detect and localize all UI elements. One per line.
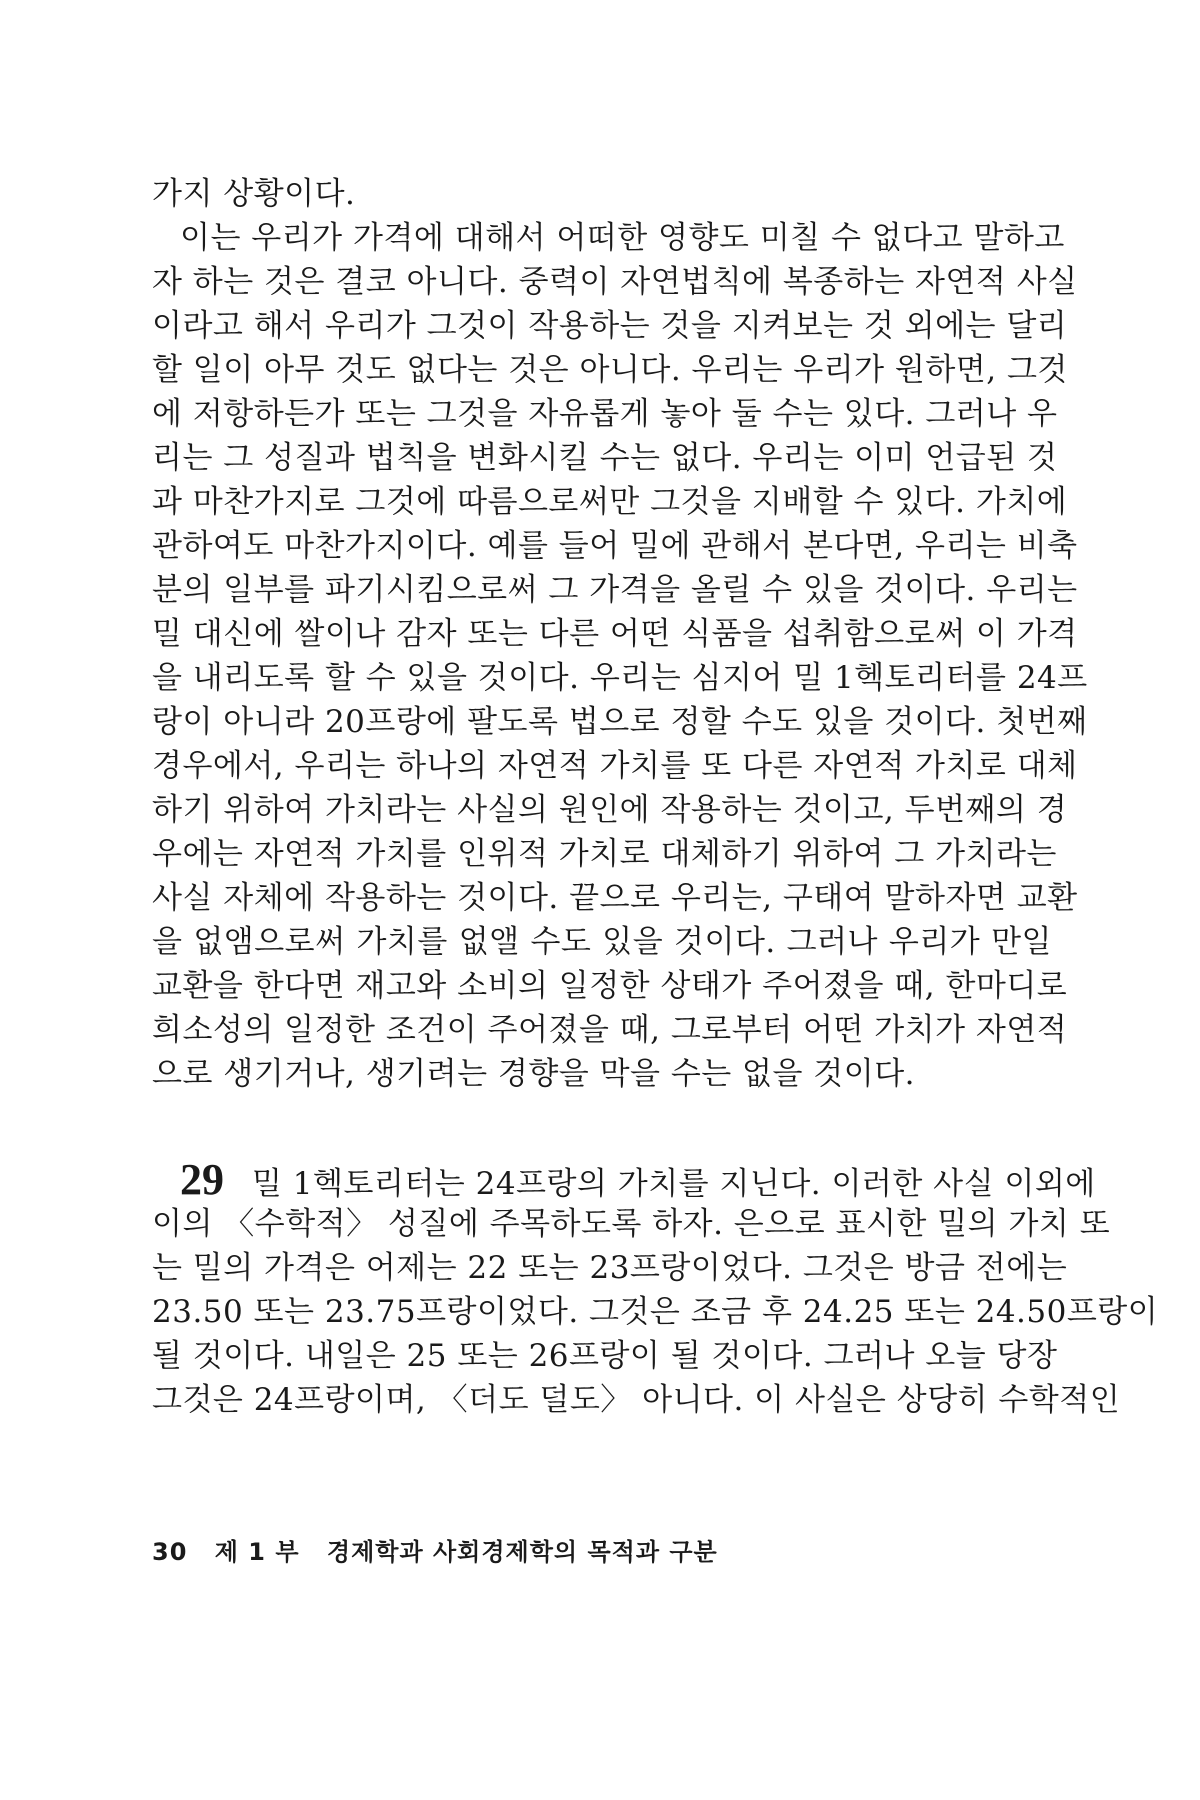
text-line: 는 밀의 가격은 어제는 22 또는 23프랑이었다. 그것은 방금 전에는 (152, 1250, 1068, 1286)
text-line: 과 마찬가지로 그것에 따름으로써만 그것을 지배할 수 있다. 가치에 (152, 484, 1068, 520)
text-line: 교환을 한다면 재고와 소비의 일정한 상태가 주어졌을 때, 한마디로 (152, 968, 1068, 1004)
text-line: 에 저항하든가 또는 그것을 자유롭게 놓아 둘 수는 있다. 그러나 우 (152, 396, 1058, 432)
chapter-title: 경제학과 사회경제학의 목적과 구분 (326, 1538, 718, 1566)
text-line: 가지 상황이다. (152, 176, 356, 212)
text-line: 밀 대신에 쌀이나 감자 또는 다른 어떤 식품을 섭취함으로써 이 가격 (152, 616, 1078, 652)
text-line: 우에는 자연적 가치를 인위적 가치로 대체하기 위하여 그 가치라는 (152, 836, 1057, 872)
text-line: 이는 우리가 가격에 대해서 어떠한 영향도 미칠 수 없다고 말하고 (180, 220, 1065, 256)
text-line: 될 것이다. 내일은 25 또는 26프랑이 될 것이다. 그러나 오늘 당장 (152, 1338, 1058, 1374)
text-line: 리는 그 성질과 법칙을 변화시킬 수는 없다. 우리는 이미 언급된 것 (152, 440, 1058, 476)
text-line: 을 내리도록 할 수 있을 것이다. 우리는 심지어 밀 1헥토리터를 24프 (152, 660, 1088, 696)
section-29 (152, 1155, 1159, 1422)
text-line: 밀 1헥토리터는 24프랑의 가치를 지닌다. 이러한 사실 이외에 (252, 1166, 1096, 1202)
page-body (152, 172, 1159, 1422)
page-footer (152, 1532, 718, 1567)
text-line: 으로 생기거나, 생기려는 경향을 막을 수는 없을 것이다. (152, 1056, 915, 1092)
text-line: 이라고 해서 우리가 그것이 작용하는 것을 지켜보는 것 외에는 달리 (152, 308, 1068, 344)
text-line: 랑이 아니라 20프랑에 팔도록 법으로 정할 수도 있을 것이다. 첫번째 (152, 704, 1088, 740)
part-label: 제 1 부 (214, 1538, 300, 1566)
text-line: 할 일이 아무 것도 없다는 것은 아니다. 우리는 우리가 원하면, 그것 (152, 352, 1068, 388)
text-line: 이의 〈수학적〉 성질에 주목하도록 하자. 은으로 표시한 밀의 가치 또 (152, 1206, 1111, 1242)
text-line: 희소성의 일정한 조건이 주어졌을 때, 그로부터 어떤 가치가 자연적 (152, 1012, 1068, 1048)
paragraph-1 (152, 172, 1088, 1096)
section-gap (152, 1096, 1052, 1158)
text-line: 을 없앰으로써 가치를 없앨 수도 있을 것이다. 그러나 우리가 만일 (152, 924, 1052, 960)
section-first-line (152, 1155, 1096, 1204)
text-line: 분의 일부를 파기시킴으로써 그 가격을 올릴 수 있을 것이다. 우리는 (152, 572, 1078, 608)
text-line: 23.50 또는 23.75프랑이었다. 그것은 조금 후 24.25 또는 24.50프랑이 (152, 1294, 1159, 1330)
page-number: 30 (152, 1538, 188, 1566)
text-line: 자 하는 것은 결코 아니다. 중력이 자연법칙에 복종하는 자연적 사실 (152, 264, 1078, 300)
text-line: 관하여도 마찬가지이다. 예를 들어 밀에 관해서 본다면, 우리는 비축 (152, 528, 1078, 564)
text-line: 그것은 24프랑이며, 〈더도 덜도〉 아니다. 이 사실은 상당히 수학적인 (152, 1382, 1121, 1418)
section-number: 29 (180, 1155, 224, 1204)
text-line: 경우에서, 우리는 하나의 자연적 가치를 또 다른 자연적 가치로 대체 (152, 748, 1078, 784)
text-line: 사실 자체에 작용하는 것이다. 끝으로 우리는, 구태여 말하자면 교환 (152, 880, 1078, 916)
text-line: 하기 위하여 가치라는 사실의 원인에 작용하는 것이고, 두번째의 경 (152, 792, 1068, 828)
